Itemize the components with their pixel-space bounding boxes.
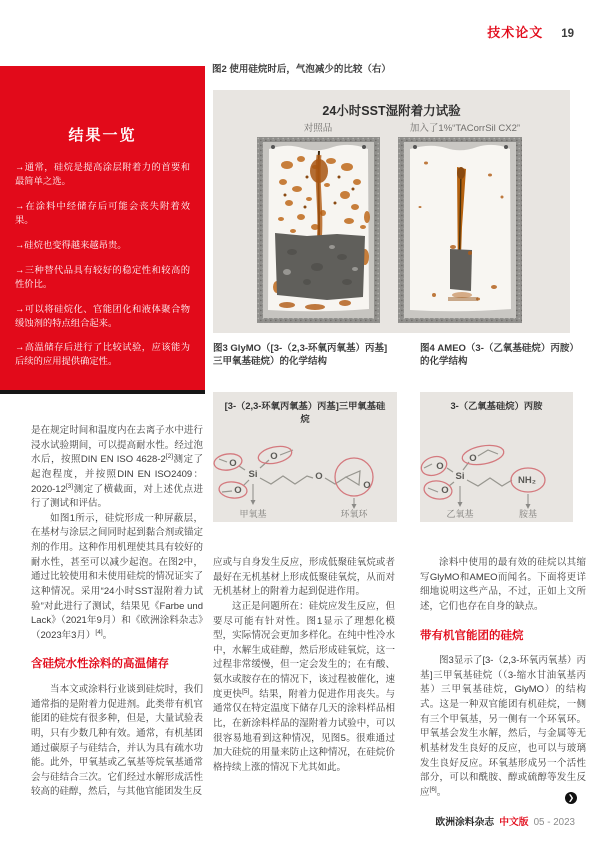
result-item: →在涂料中经储存后可能会丧失附着效果。 [15,200,190,225]
paragraph: 是在规定时间和温度内在去离子水中进行浸水试验期间，可以提高耐水性。经过泡水后，按照DIN EN ISO 4628-2[2]测定了起泡程度，并按照DIN EN ISO2409：2020-12[3]测定了横截面，对上述优点进行了测试和评估。 [31,425,203,510]
page-number: 19 [561,28,574,40]
o-atom: O [270,451,278,462]
o-atom: O [436,461,444,472]
o-atom: O [229,458,237,469]
si-atom: Si [455,471,465,482]
issue-label: 05 - 2023 [533,817,575,828]
figure3-caption: 图3 GlyMO（[3-（2,3-环氧丙氧基）丙基]三甲氧基硅烷）的化学结构 [213,343,388,367]
nh2-atom: NH₂ [518,475,536,486]
o-atom: O [469,453,477,464]
o-atom: O [315,471,323,482]
result-item: →高温储存后进行了比较试验，应该能为后续的应用提供确定性。 [15,342,190,367]
result-item: →可以将硅烷化、官能团化和液体聚合物缓蚀剂的特点组合起来。 [15,303,190,328]
si-atom: Si [248,469,258,480]
control-sample-label: 对照品 [303,123,333,134]
ethoxy-label: 乙氧基 [446,509,474,519]
figure2-panel-title: 24小时SST湿附着力试验 [322,104,461,118]
column-middle [213,556,395,775]
o-atom: O [363,480,371,491]
column-heading: 带有机官能团的硅烷 [420,629,524,642]
column-left [31,424,203,800]
results-list [15,161,190,369]
continuation-arrow-icon: ❯ [565,792,577,804]
column-heading: 含硅烷水性涂料的高温储存 [31,658,169,671]
control-panel-photo [257,137,380,323]
paragraph: 这正是问题所在：硅烷应发生反应，但要尽可能有针对性。图1显示了理想化模型，实际情况会更加多样化。在纯中性冷水中，水解生成硅醇，然后形成硅氧烷，这一过程非常缓慢，但一定会发生的；在有酸、氨水或胺存在的情况下，该过程被催化，速度更快[5]。结果，附着力促进作用丧失。与通常仅在特定温度下储存几天的涂料样品相比，在新涂料样品的湿附着力试验中，可以很容易地看到这种情况，见图5。很难通过加大硅烷的用量来防止这种情况，在硅烷价格持续上涨的情况下尤其如此。 [213,600,395,773]
figure2-panel [213,90,570,333]
paragraph: 如图1所示，硅烷形成一种屏蔽层，在基材与涂层之间同时起到黏合剂或锚定剂的作用。这种作用机理使其具有较好的耐水性，甚至可以减少起泡。在图2中，通过比较使用和未使用硅烷的情况证实了这种情况。采用“24小时SST湿附着力试验”对此进行了测试，结果见《Farbe und Lack》（2021年9月）和《欧洲涂料杂志》（2023年3月）[4]。 [31,512,203,641]
figure2-caption: 图2 使用硅烷时后，气泡减少的比较（右） [212,64,391,75]
figure4-caption: 图4 AMEO（3-（乙氧基硅烷）丙胺）的化学结构 [420,343,575,367]
ameo-structure [420,428,573,520]
treated-sample-label: 加入了1%“TACorrSil CX2” [409,123,521,134]
paragraph: 图3显示了[3-（2,3-环氧丙氧基）丙基]三甲氧基硅烷（（3-缩水甘油氧基丙基）三甲氧基硅烷，GlyMO）的结构式。这是一种双官能团有机硅烷，一侧有三个甲氧基，另一侧有一个环氧环。甲氧基会发生水解，然后，与金属等无机基材发生良好的反应，也可以与玻璃发生良好反应。环氧基形成另一个活性部分，可以和酰胺、醇或硫醇等发生反应[6]。 [420,655,586,798]
result-item: →三种替代品具有较好的稳定性和较高的性价比。 [15,264,190,289]
paragraph: 涂料中使用的最有效的硅烷以其缩写GlyMO和AMEO而闻名。下面将更详细地说明这些产品，不过，正如上文所述，它们也存在自身的缺点。 [420,557,586,612]
edition-label: 中文版 [499,817,529,828]
o-atom: O [441,485,449,496]
journal-name: 欧洲涂料杂志 [435,817,495,828]
epoxy-label: 环氧环 [340,509,368,519]
page-footer [435,814,575,828]
figure3-diagram-title: [3-（2,3-环氧丙氧基）丙基]三甲氧基硅烷 [224,401,386,424]
result-item: →硅烷也变得越来越昂贵。 [15,239,127,250]
glymo-structure [213,428,397,520]
figure3-diagram [213,392,397,522]
column-right [420,556,586,800]
page-header [487,22,574,41]
results-title: 结果一览 [68,127,137,144]
figure4-diagram [420,392,573,522]
methoxy-label: 甲氧基 [239,509,267,519]
paragraph: 应或与自身发生反应，形成低聚硅氧烷或者最好在无机基材上形成低聚硅氧烷，从而对无机基材上的附着力起到促进作用。 [213,557,395,598]
treated-panel-photo [398,137,522,323]
paragraph: 当本文或涂料行业谈到硅烷时，我们通常指的是附着力促进剂。此类带有机官能团的硅烷有很多种，但是，大量试验表明，只有少数几种有效。通常，有机基团通过碳原子与硅结合，并认为具有疏水功能。此外，甲氧基或乙氧基等烷氧基通常会与硅结合三次。它们经过水解形成活性较高的硅醇，然后，与其他官能团发生反 [31,684,203,798]
result-item: →通常，硅烷是提高涂层附着力的首要和最简单之选。 [15,162,190,186]
results-overview-box [0,66,205,394]
amine-label: 胺基 [518,509,538,519]
o-atom: O [234,485,242,496]
figure4-diagram-title: 3-（乙氧基硅烷）丙胺 [450,401,543,411]
section-label: 技术论文 [487,25,544,40]
